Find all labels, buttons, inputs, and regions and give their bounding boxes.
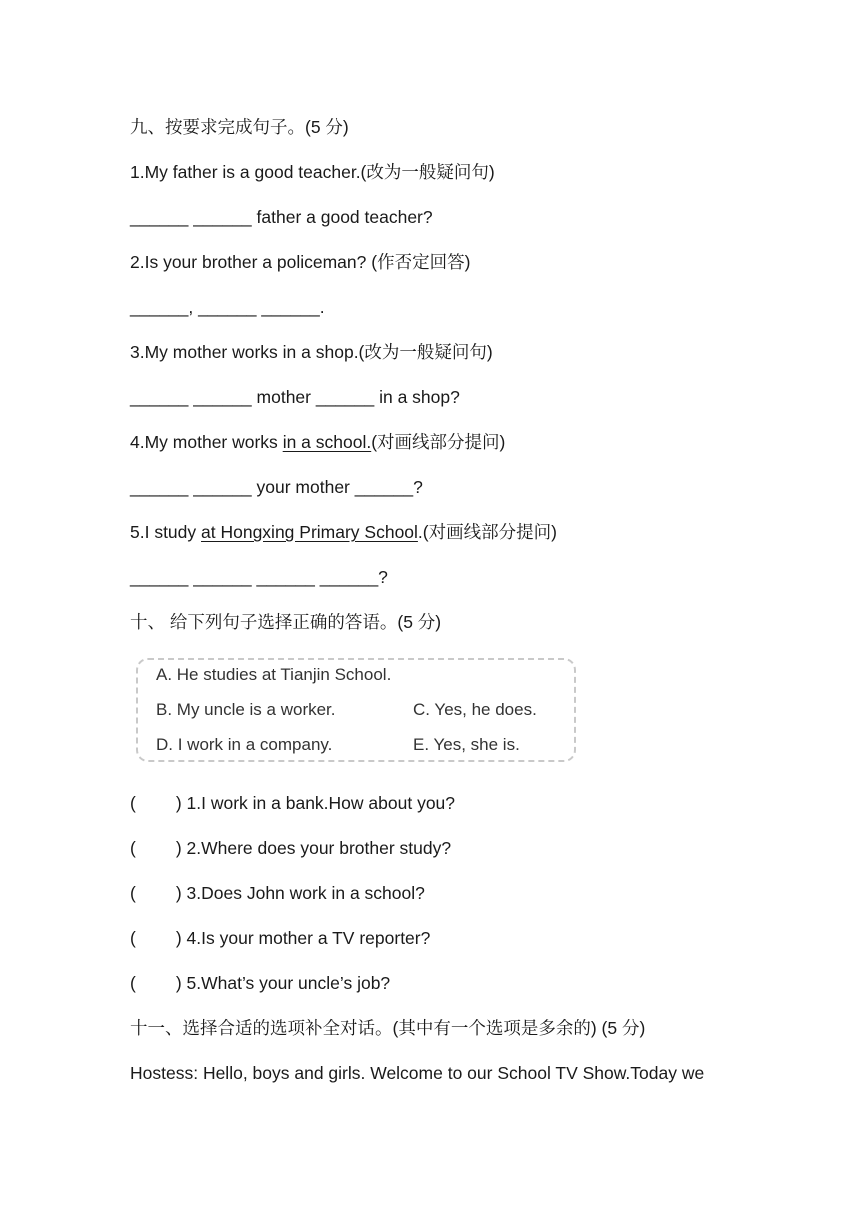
- match-question-4: [130, 926, 430, 950]
- question-4-prompt-text: 4.My mother works: [130, 432, 283, 452]
- option-c: C. Yes, he does.: [413, 700, 537, 719]
- answer-bracket-close: ): [175, 793, 182, 813]
- answer-options-box: [136, 658, 576, 762]
- answer-bracket-open: (: [130, 973, 136, 993]
- match-question-text: 1.I work in a bank.How about you?: [186, 793, 456, 813]
- question-4-underlined-phrase: in a school.: [282, 432, 372, 452]
- match-question-5: [130, 971, 390, 995]
- question-5-prompt: [130, 520, 557, 544]
- section-11-heading: 十一、选择合适的选项补全对话。(其中有一个选项是多余的) (5 分): [130, 1018, 646, 1038]
- question-4-answer-line: ______ ______ your mother ______?: [130, 477, 423, 497]
- match-question-3: [130, 881, 425, 905]
- match-question-text: 2.Where does your brother study?: [186, 838, 452, 858]
- dialogue-line: Hostess: Hello, boys and girls. Welcome to our School TV Show.Today we: [130, 1063, 705, 1083]
- question-4-instruction: (对画线部分提问): [371, 432, 506, 452]
- answer-bracket-close: ): [175, 973, 182, 993]
- question-1-prompt: 1.My father is a good teacher.(改为一般疑问句): [130, 162, 495, 182]
- answer-bracket-close: ): [175, 928, 182, 948]
- question-2-prompt: 2.Is your brother a policeman? (作否定回答): [130, 252, 471, 272]
- question-4-prompt: [130, 430, 505, 454]
- answer-bracket-open: (: [130, 838, 136, 858]
- match-question-text: 4.Is your mother a TV reporter?: [186, 928, 431, 948]
- option-d: D. I work in a company.: [156, 735, 333, 754]
- question-3-prompt: 3.My mother works in a shop.(改为一般疑问句): [130, 342, 493, 362]
- match-question-text: 3.Does John work in a school?: [186, 883, 425, 903]
- option-b: B. My uncle is a worker.: [156, 700, 336, 719]
- question-5-prompt-text: 5.I study: [130, 522, 202, 542]
- section-9-heading: 九、按要求完成句子。(5 分): [130, 117, 349, 137]
- question-5-answer-line: ______ ______ ______ ______?: [130, 567, 388, 587]
- option-e: E. Yes, she is.: [413, 735, 520, 754]
- match-question-text: 5.What’s your uncle’s job?: [186, 973, 391, 993]
- answer-bracket-open: (: [130, 793, 136, 813]
- answer-bracket-open: (: [130, 928, 136, 948]
- option-a: A. He studies at Tianjin School.: [156, 665, 392, 684]
- match-question-1: [130, 791, 455, 815]
- answer-bracket-close: ): [175, 883, 182, 903]
- answer-bracket-close: ): [175, 838, 182, 858]
- question-5-underlined-phrase: at Hongxing Primary School: [201, 522, 418, 542]
- question-1-answer-line: ______ ______ father a good teacher?: [130, 207, 433, 227]
- match-question-2: [130, 836, 451, 860]
- section-10-heading: 十、 给下列句子选择正确的答语。(5 分): [130, 612, 442, 632]
- question-2-answer-line: ______, ______ ______.: [130, 297, 325, 317]
- question-3-answer-line: ______ ______ mother ______ in a shop?: [130, 387, 460, 407]
- answer-bracket-open: (: [130, 883, 136, 903]
- question-5-instruction: .(对画线部分提问): [417, 522, 557, 542]
